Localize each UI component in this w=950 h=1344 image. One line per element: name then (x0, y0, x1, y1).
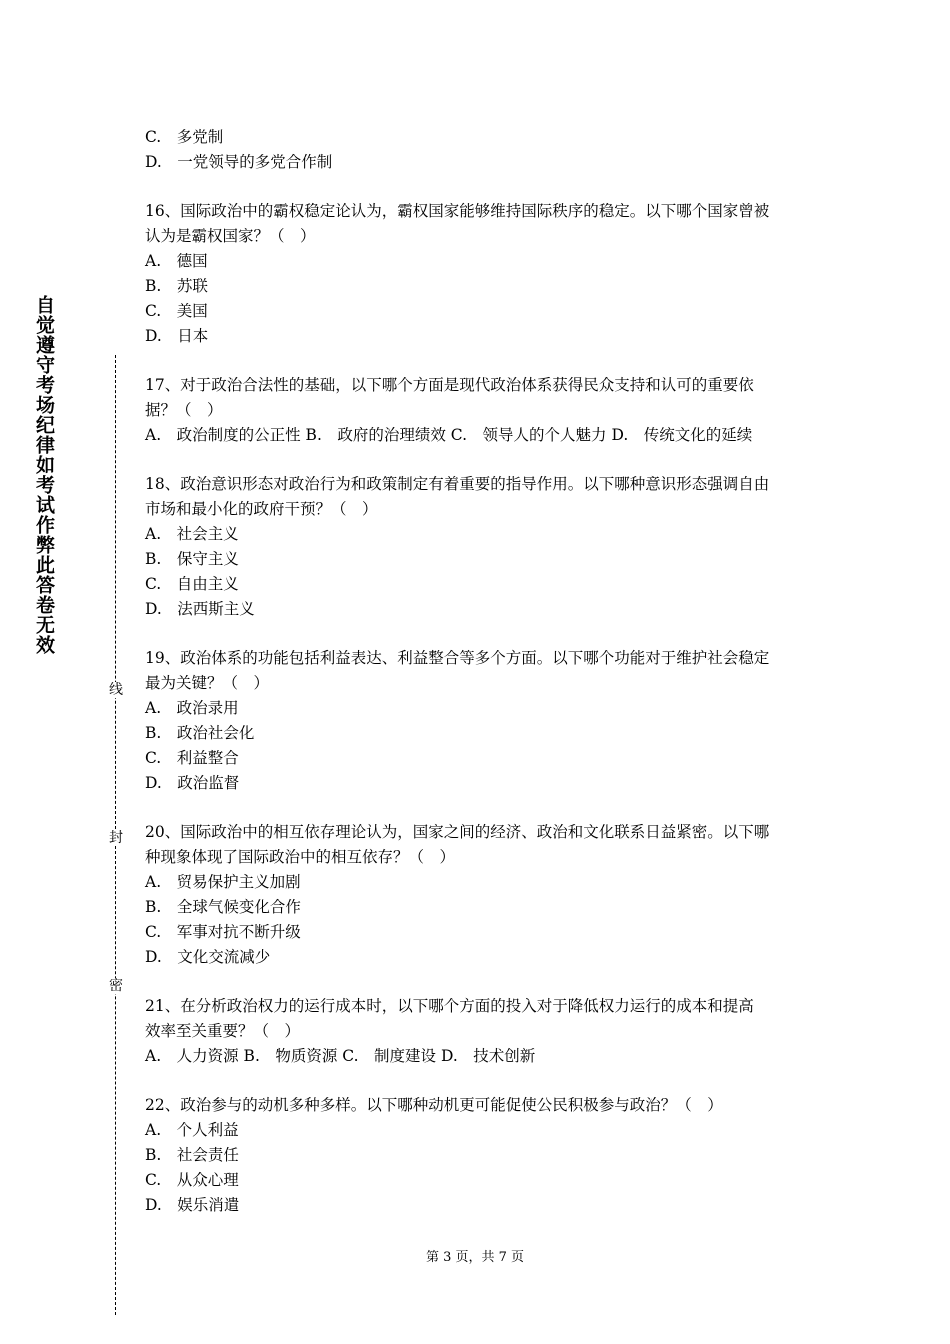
question-19 (145, 646, 815, 796)
question-17 (145, 373, 815, 448)
option-a: A. 政治录用 (145, 699, 239, 717)
question-stem: 19、政治体系的功能包括利益表达、利益整合等多个方面。以下哪个功能对于维护社会稳定 (145, 649, 770, 667)
option-d: D. 日本 (145, 327, 209, 345)
option-a: A. 德国 (145, 252, 208, 270)
question-stem: 16、国际政治中的霸权稳定论认为，霸权国家能够维持国际秩序的稳定。以下哪个国家曾被 (145, 202, 770, 220)
option-c: C. 军事对抗不断升级 (145, 923, 301, 941)
option-a: A. 个人利益 (145, 1121, 239, 1139)
question-18 (145, 472, 815, 622)
question-stem-continued: 最为关键？（ ） (145, 674, 270, 692)
option-d: D. 娱乐消遣 (145, 1196, 240, 1214)
option-a: A. 社会主义 (145, 525, 239, 543)
question-stem-continued: 据？（ ） (145, 401, 223, 419)
question-16 (145, 199, 815, 349)
option-d: D. 一党领导的多党合作制 (145, 153, 333, 171)
option-b: B. 全球气候变化合作 (145, 898, 301, 916)
question-stem: 17、对于政治合法性的基础，以下哪个方面是现代政治体系获得民众支持和认可的重要依 (145, 376, 754, 394)
question-stem: 21、在分析政治权力的运行成本时，以下哪个方面的投入对于降低权力运行的成本和提高 (145, 997, 754, 1015)
question-content (145, 125, 815, 1218)
option-b: B. 苏联 (145, 277, 208, 295)
question-stem-continued: 种现象体现了国际政治中的相互依存？（ ） (145, 848, 456, 866)
option-c: C. 多党制 (145, 128, 224, 146)
option-c: C. 利益整合 (145, 749, 239, 767)
option-c: C. 美国 (145, 302, 208, 320)
question-21 (145, 994, 815, 1069)
binding-label-xian: 线 (106, 682, 126, 698)
question-stem-continued: 效率至关重要？（ ） (145, 1022, 301, 1040)
question-stem: 18、政治意识形态对政治行为和政策制定有着重要的指导作用。以下哪种意识形态强调自由 (145, 475, 770, 493)
option-d: D. 文化交流减少 (145, 948, 271, 966)
question-stem-continued: 市场和最小化的政府干预？（ ） (145, 500, 378, 518)
option-a: A. 贸易保护主义加剧 (145, 873, 301, 891)
question-22 (145, 1093, 815, 1218)
option-d: D. 法西斯主义 (145, 600, 255, 618)
option-c: C. 从众心理 (145, 1171, 239, 1189)
option-b: B. 政治社会化 (145, 724, 255, 742)
option-b: B. 保守主义 (145, 550, 239, 568)
options-inline: A. 人力资源 B. 物质资源 C. 制度建设 D. 技术创新 (145, 1047, 536, 1065)
question-stem: 22、政治参与的动机多种多样。以下哪种动机更可能促使公民积极参与政治？（ ） (145, 1096, 723, 1114)
question-20 (145, 820, 815, 970)
binding-label-mi: 密 (106, 978, 126, 994)
previous-question-options (145, 125, 815, 175)
option-d: D. 政治监督 (145, 774, 240, 792)
question-stem: 20、国际政治中的相互依存理论认为，国家之间的经济、政治和文化联系日益紧密。以下哪 (145, 823, 770, 841)
binding-label-feng: 封 (106, 830, 126, 846)
exam-discipline-warning: 自觉遵守考场纪律如考试作弊此答卷无效 (33, 295, 55, 655)
option-b: B. 社会责任 (145, 1146, 239, 1164)
question-stem-continued: 认为是霸权国家？（ ） (145, 227, 316, 245)
page-number-footer: 第 3 页，共 7 页 (425, 1250, 525, 1265)
options-inline: A. 政治制度的公正性 B. 政府的治理绩效 C. 领导人的个人魅力 D. 传统文化的延续 (145, 426, 753, 444)
option-c: C. 自由主义 (145, 575, 239, 593)
